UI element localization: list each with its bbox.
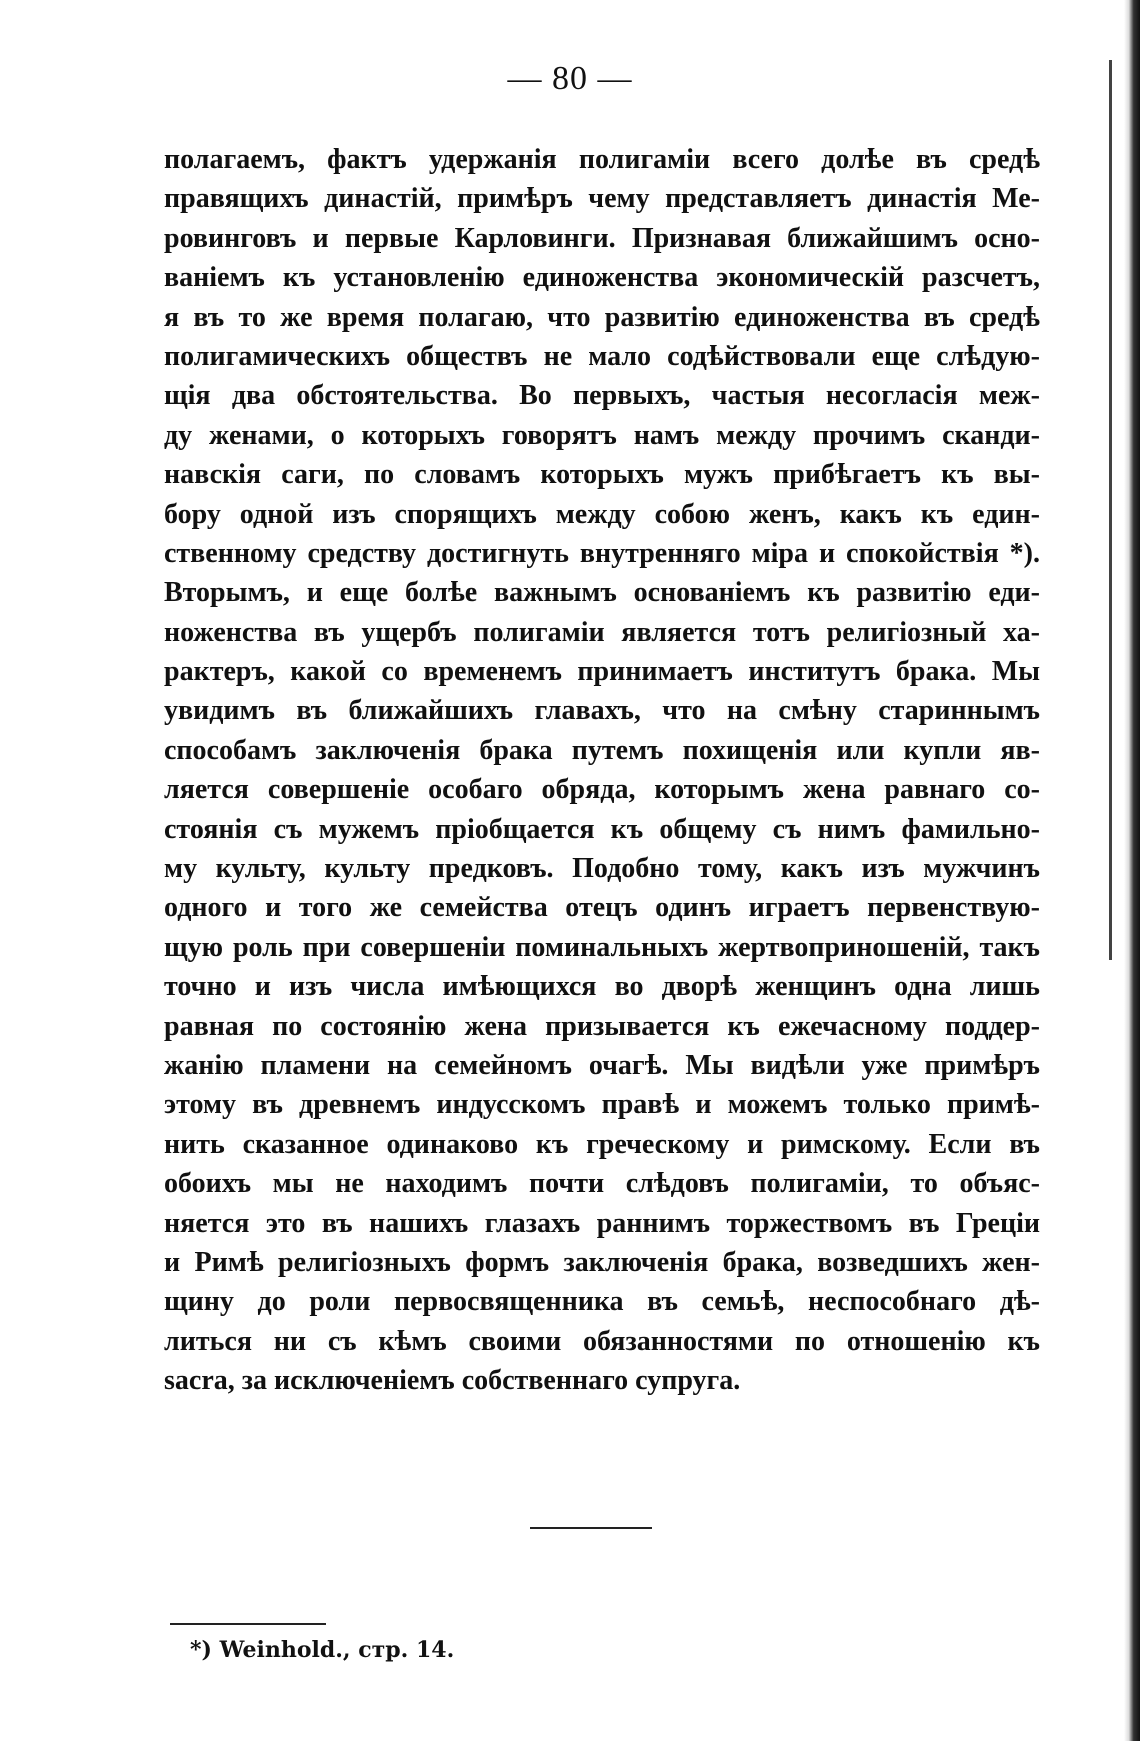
footnote-divider (170, 1623, 326, 1625)
section-divider (530, 1527, 652, 1529)
text-line: увидимъ въ ближайшихъ главахъ, что на смѣну стариннымъ (164, 695, 1040, 727)
page-number: — 80 — (507, 60, 633, 97)
text-line-last: sacra, за исключеніемъ собственнаго супруга. (164, 1365, 741, 1397)
text-line: щину до роли первосвященника въ семьѣ, неспособнаго дѣ- (164, 1286, 1040, 1318)
text-line: ду женами, о которыхъ говорятъ намъ между прочимъ сканди- (164, 419, 1040, 451)
text-line: ровинговъ и первые Карловинги. Признавая ближайшимъ осно- (164, 222, 1040, 254)
body-paragraph (164, 140, 1040, 1401)
text-line: ляется совершеніе особаго обряда, которымъ жена равнаго со- (164, 774, 1040, 806)
text-line: рактеръ, какой со временемъ принимаетъ институтъ брака. Мы (164, 656, 1040, 688)
text-line: ваніемъ къ установленію единоженства экономическій разсчетъ, (164, 262, 1040, 294)
text-line: ноженства въ ущербъ полигаміи является тотъ религіозный ха- (164, 616, 1040, 648)
text-line: полагаемъ, фактъ удержанія полигаміи всего долѣе въ средѣ (164, 144, 1040, 175)
text-line: стоянія съ мужемъ пріобщается къ общему съ нимъ фамильно- (164, 813, 1040, 845)
text-line: бору одной изъ спорящихъ между собою женъ, какъ къ един- (164, 498, 1040, 530)
text-line: няется это въ нашихъ глазахъ раннимъ торжествомъ въ Греціи (164, 1207, 1040, 1239)
text-line: Вторымъ, и еще болѣе важнымъ основаніемъ къ развитію еди- (164, 577, 1040, 609)
text-line: одного и того же семейства отецъ одинъ играетъ первенствую- (164, 892, 1040, 924)
text-line: правящихъ династій, примѣръ чему представляетъ династія Ме- (164, 183, 1040, 215)
scan-edge-line (1109, 60, 1112, 960)
text-line: способамъ заключенія брака путемъ похищенія или купли яв- (164, 734, 1040, 766)
text-line: я въ то же время полагаю, что развитію единоженства въ средѣ (164, 301, 1040, 333)
scan-edge-shadow (1124, 0, 1140, 1741)
text-line: щія два обстоятельства. Во первыхъ, частыя несогласія меж- (164, 380, 1040, 412)
text-line: равная по состоянію жена призывается къ ежечасному поддер- (164, 1010, 1040, 1042)
footnote: *) Weinhold., стр. 14. (190, 1637, 455, 1663)
text-line: му культу, культу предковъ. Подобно тому, какъ изъ мужчинъ (164, 853, 1040, 885)
text-line: точно и изъ числа имѣющихся во дворѣ женщинъ одна лишь (164, 971, 1040, 1003)
text-line: литься ни съ кѣмъ своими обязанностями по отношенію къ (164, 1325, 1040, 1357)
text-line: полигамическихъ обществъ не мало содѣйствовали еще слѣдую- (164, 340, 1040, 372)
text-line: обоихъ мы не находимъ почти слѣдовъ полигаміи, то объяс- (164, 1168, 1040, 1200)
text-line: навскія саги, по словамъ которыхъ мужъ прибѣгаетъ къ вы- (164, 459, 1040, 491)
text-line: жанію пламени на семейномъ очагѣ. Мы видѣли уже примѣръ (164, 1049, 1040, 1081)
text-line: этому въ древнемъ индусскомъ правѣ и можемъ только примѣ- (164, 1089, 1040, 1121)
text-line: и Римѣ религіозныхъ формъ заключенія брака, возведшихъ жен- (164, 1246, 1040, 1278)
text-line: нить сказанное одинаково къ греческому и римскому. Если въ (164, 1128, 1040, 1160)
text-line: ственному средству достигнуть внутренняго міра и спокойствія *). (164, 537, 1040, 569)
text-line: щую роль при совершеніи поминальныхъ жертвоприношеній, такъ (164, 931, 1040, 963)
